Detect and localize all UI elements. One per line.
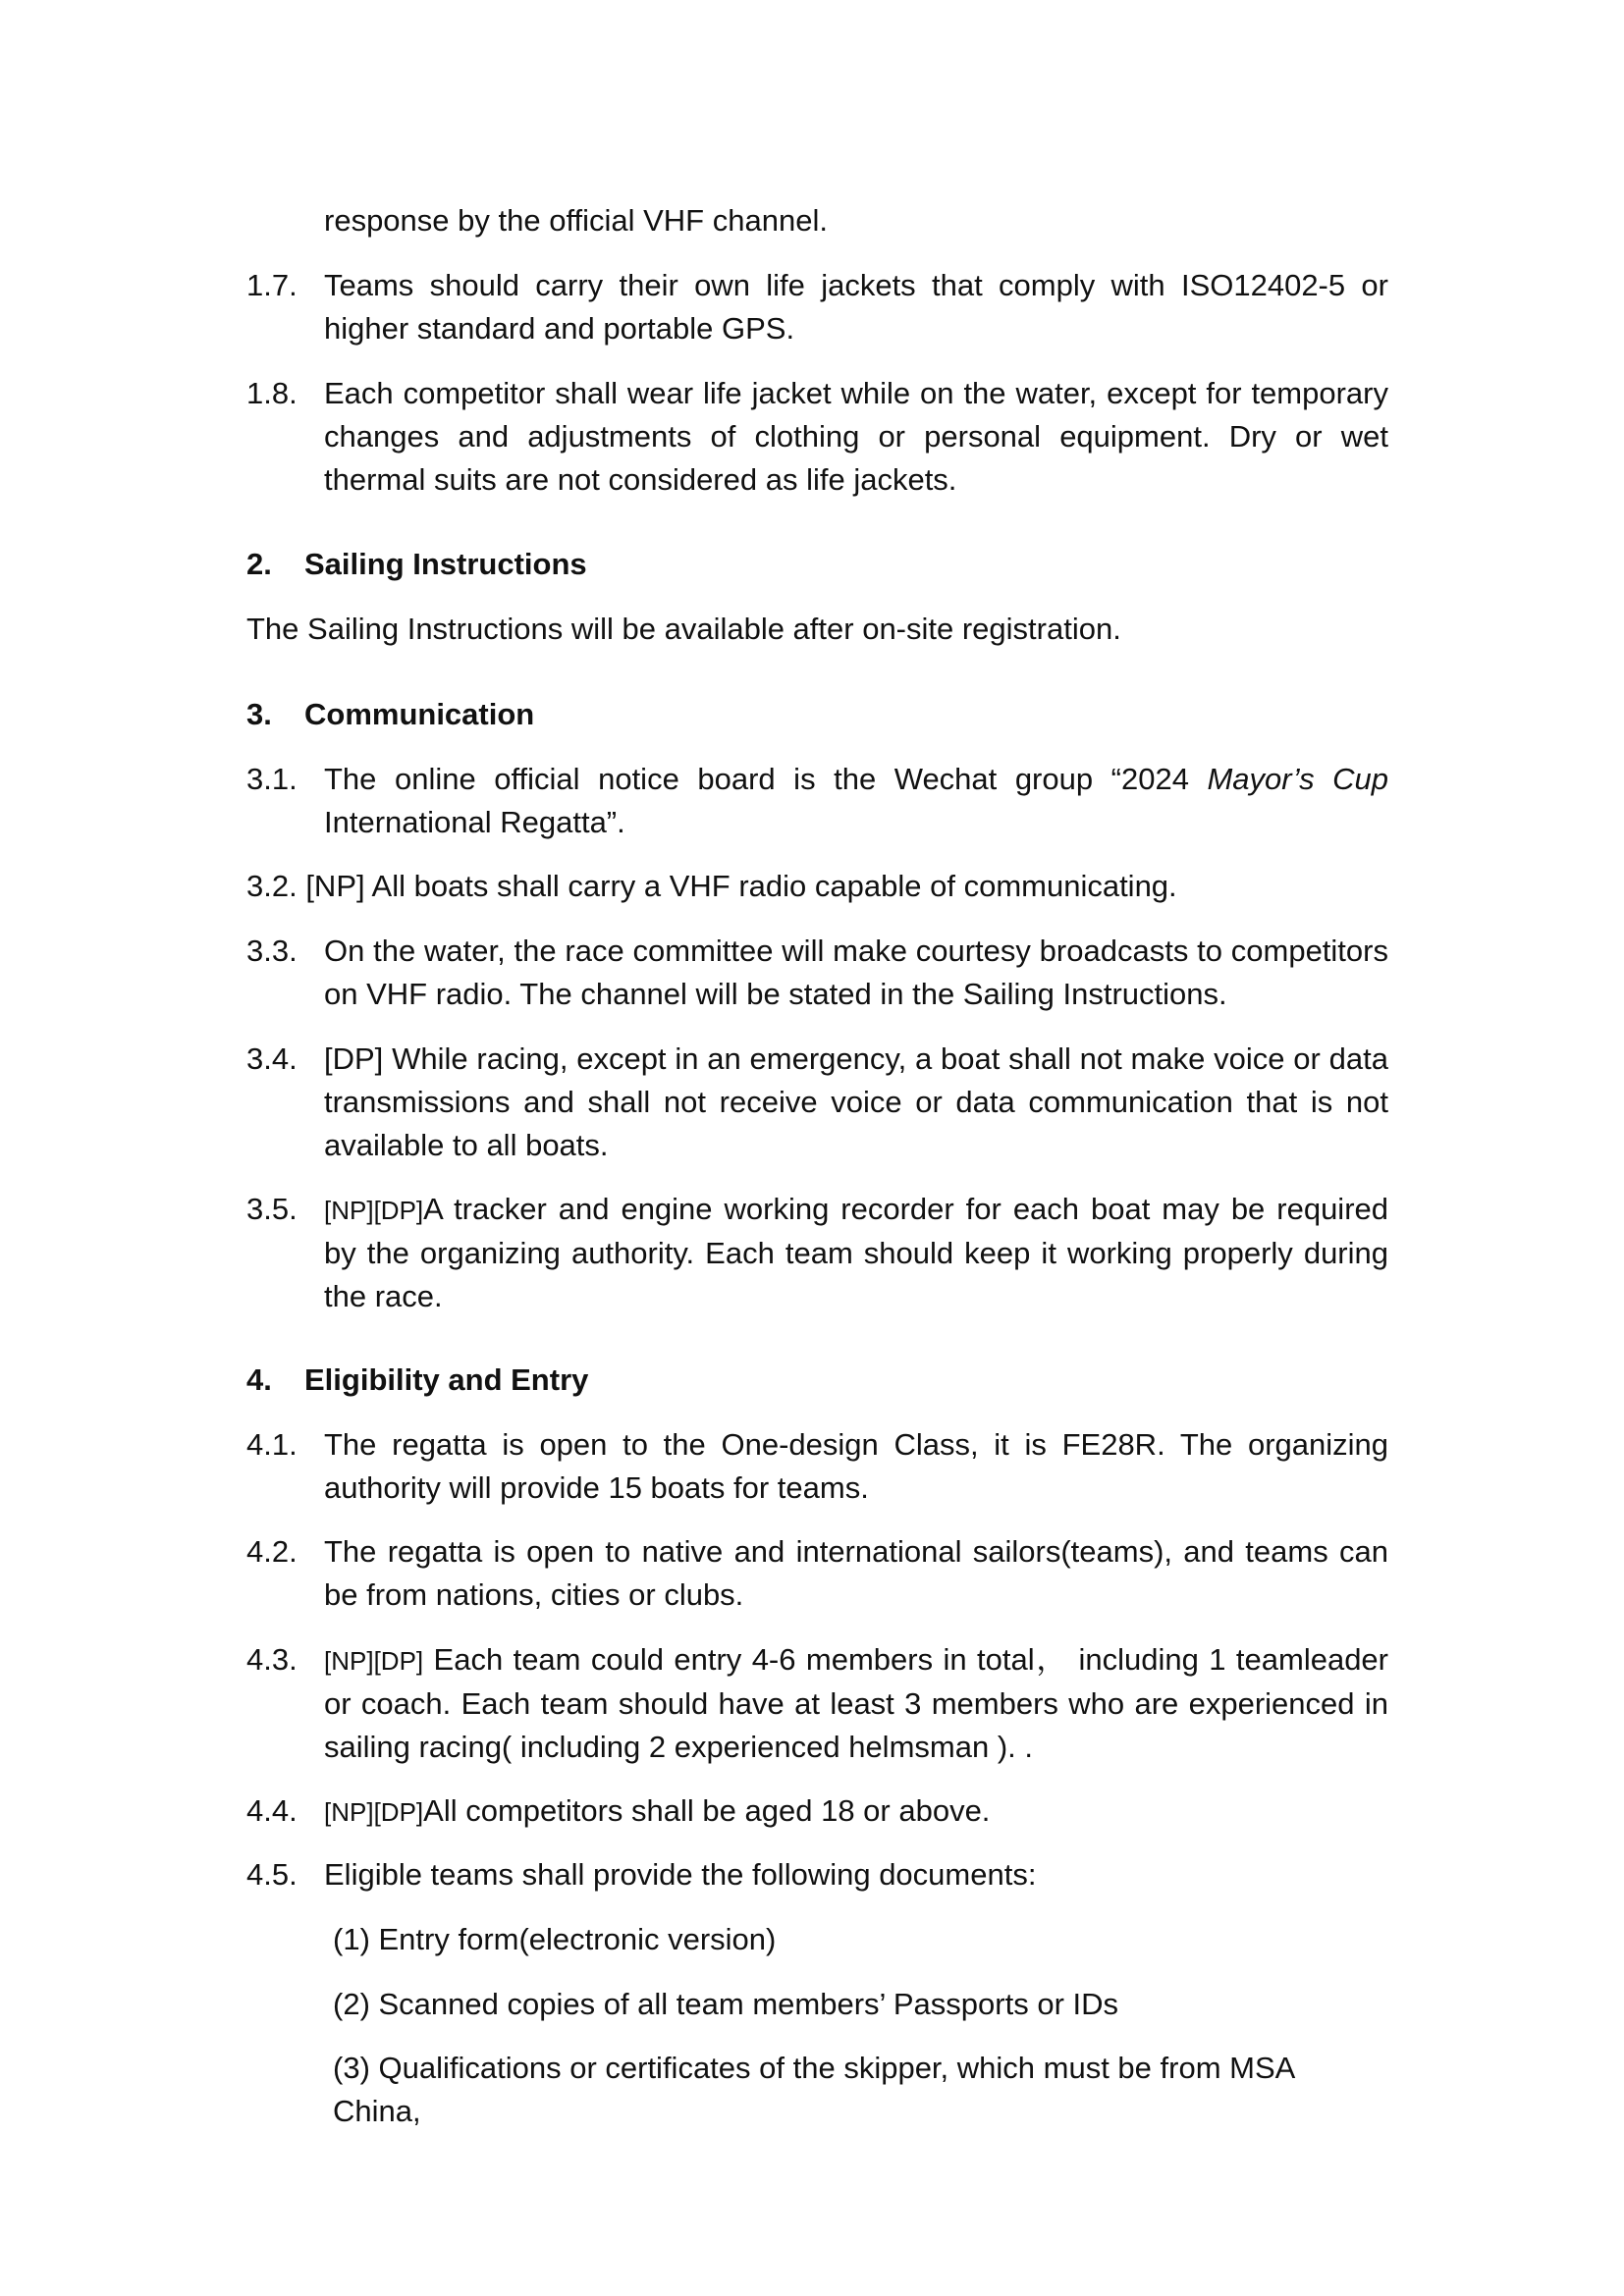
section-heading-3 [246, 693, 534, 736]
paragraph-text: [DP] While racing, except in an emergency, a boat shall not make voice or data transmissions and shall not receive voice or data communication that is not available to all boats. [324, 1041, 1388, 1162]
paragraph-number: 4.2. [246, 1534, 298, 1569]
paragraph-number: 4.4. [246, 1793, 298, 1828]
paragraph-text: [NP][DP]All competitors shall be aged 18 or above. [324, 1793, 991, 1828]
section-number: 4. [246, 1362, 272, 1397]
paragraph-text: On the water, the race committee will make courtesy broadcasts to competitors on VHF radio. The channel will be stated in the Sailing Instructions. [324, 934, 1388, 1011]
section-title: Sailing Instructions [304, 547, 587, 581]
paragraph-4-3 [246, 1638, 1388, 1769]
paragraph-3-5 [246, 1188, 1388, 1318]
paragraph-text: The regatta is open to native and international sailors(teams), and teams can be from nations, cities or clubs. [324, 1534, 1388, 1612]
section-2-text: The Sailing Instructions will be available after on-site registration. [246, 612, 1121, 646]
paragraph-1-6-continued: response by the official VHF channel. [324, 203, 828, 238]
paragraph-text: [NP][DP] Each team could entry 4-6 members in total， including 1 teamleader or coach. Each team should have at least 3 members who are experienced in sailing racing( including 2 experienced helmsman ). . [324, 1642, 1388, 1764]
rule-tag: [NP][DP] [324, 1646, 424, 1676]
paragraph-text: The regatta is open to the One-design Class, it is FE28R. The organizing authority will provide 15 boats for teams. [324, 1427, 1388, 1505]
paragraph-3-1 [246, 758, 1388, 844]
paragraph-number: 1.7. [246, 268, 298, 302]
document-list-item: (2) Scanned copies of all team members’ Passports or IDs [333, 1987, 1119, 2021]
paragraph-1-8 [246, 372, 1388, 502]
paragraph-1-7 [246, 264, 1388, 350]
paragraph-text: Each competitor shall wear life jacket while on the water, except for temporary changes and adjustments of clothing or personal equipment. Dry or wet thermal suits are not considered as life jackets. [324, 376, 1388, 497]
section-heading-4 [246, 1359, 588, 1402]
section-number: 3. [246, 697, 272, 731]
section-title: Eligibility and Entry [304, 1362, 589, 1397]
paragraph-number: 4.3. [246, 1642, 298, 1677]
paragraph-number: 1.8. [246, 376, 298, 410]
paragraph-number: 4.1. [246, 1427, 298, 1462]
document-list-item: (1) Entry form(electronic version) [333, 1922, 777, 1956]
paragraph-text: Eligible teams shall provide the following documents: [324, 1857, 1037, 1892]
paragraph-text: Teams should carry their own life jackets that comply with ISO12402-5 or higher standard and portable GPS. [324, 268, 1388, 346]
paragraph-4-4 [246, 1789, 1388, 1834]
paragraph-text: The online official notice board is the Wechat group “2024 Mayor’s Cup International Regatta”. [324, 762, 1389, 839]
rule-tag: [NP][DP] [324, 1797, 424, 1827]
paragraph-number: 3.5. [246, 1192, 298, 1226]
document-list-item: (3) Qualifications or certificates of the skipper, which must be from MSA China, [333, 2051, 1294, 2128]
paragraph-3-2: 3.2. [NP] All boats shall carry a VHF radio capable of communicating. [246, 869, 1177, 903]
section-title: Communication [304, 697, 535, 731]
paragraph-number: 3.1. [246, 762, 298, 796]
event-name: Mayor’s Cup [1207, 762, 1389, 796]
paragraph-4-1 [246, 1423, 1388, 1510]
section-heading-2 [246, 543, 587, 586]
rule-tag: [NP][DP] [324, 1196, 424, 1225]
paragraph-4-5 [246, 1853, 1388, 1896]
paragraph-3-3 [246, 930, 1388, 1016]
paragraph-3-4 [246, 1038, 1388, 1167]
paragraph-4-2 [246, 1530, 1388, 1617]
paragraph-number: 3.4. [246, 1041, 298, 1076]
paragraph-text: [NP][DP]A tracker and engine working recorder for each boat may be required by the organizing authority. Each team should keep it working properly during the race. [324, 1192, 1388, 1313]
paragraph-number: 4.5. [246, 1857, 298, 1892]
paragraph-number: 3.3. [246, 934, 298, 968]
section-number: 2. [246, 547, 272, 581]
